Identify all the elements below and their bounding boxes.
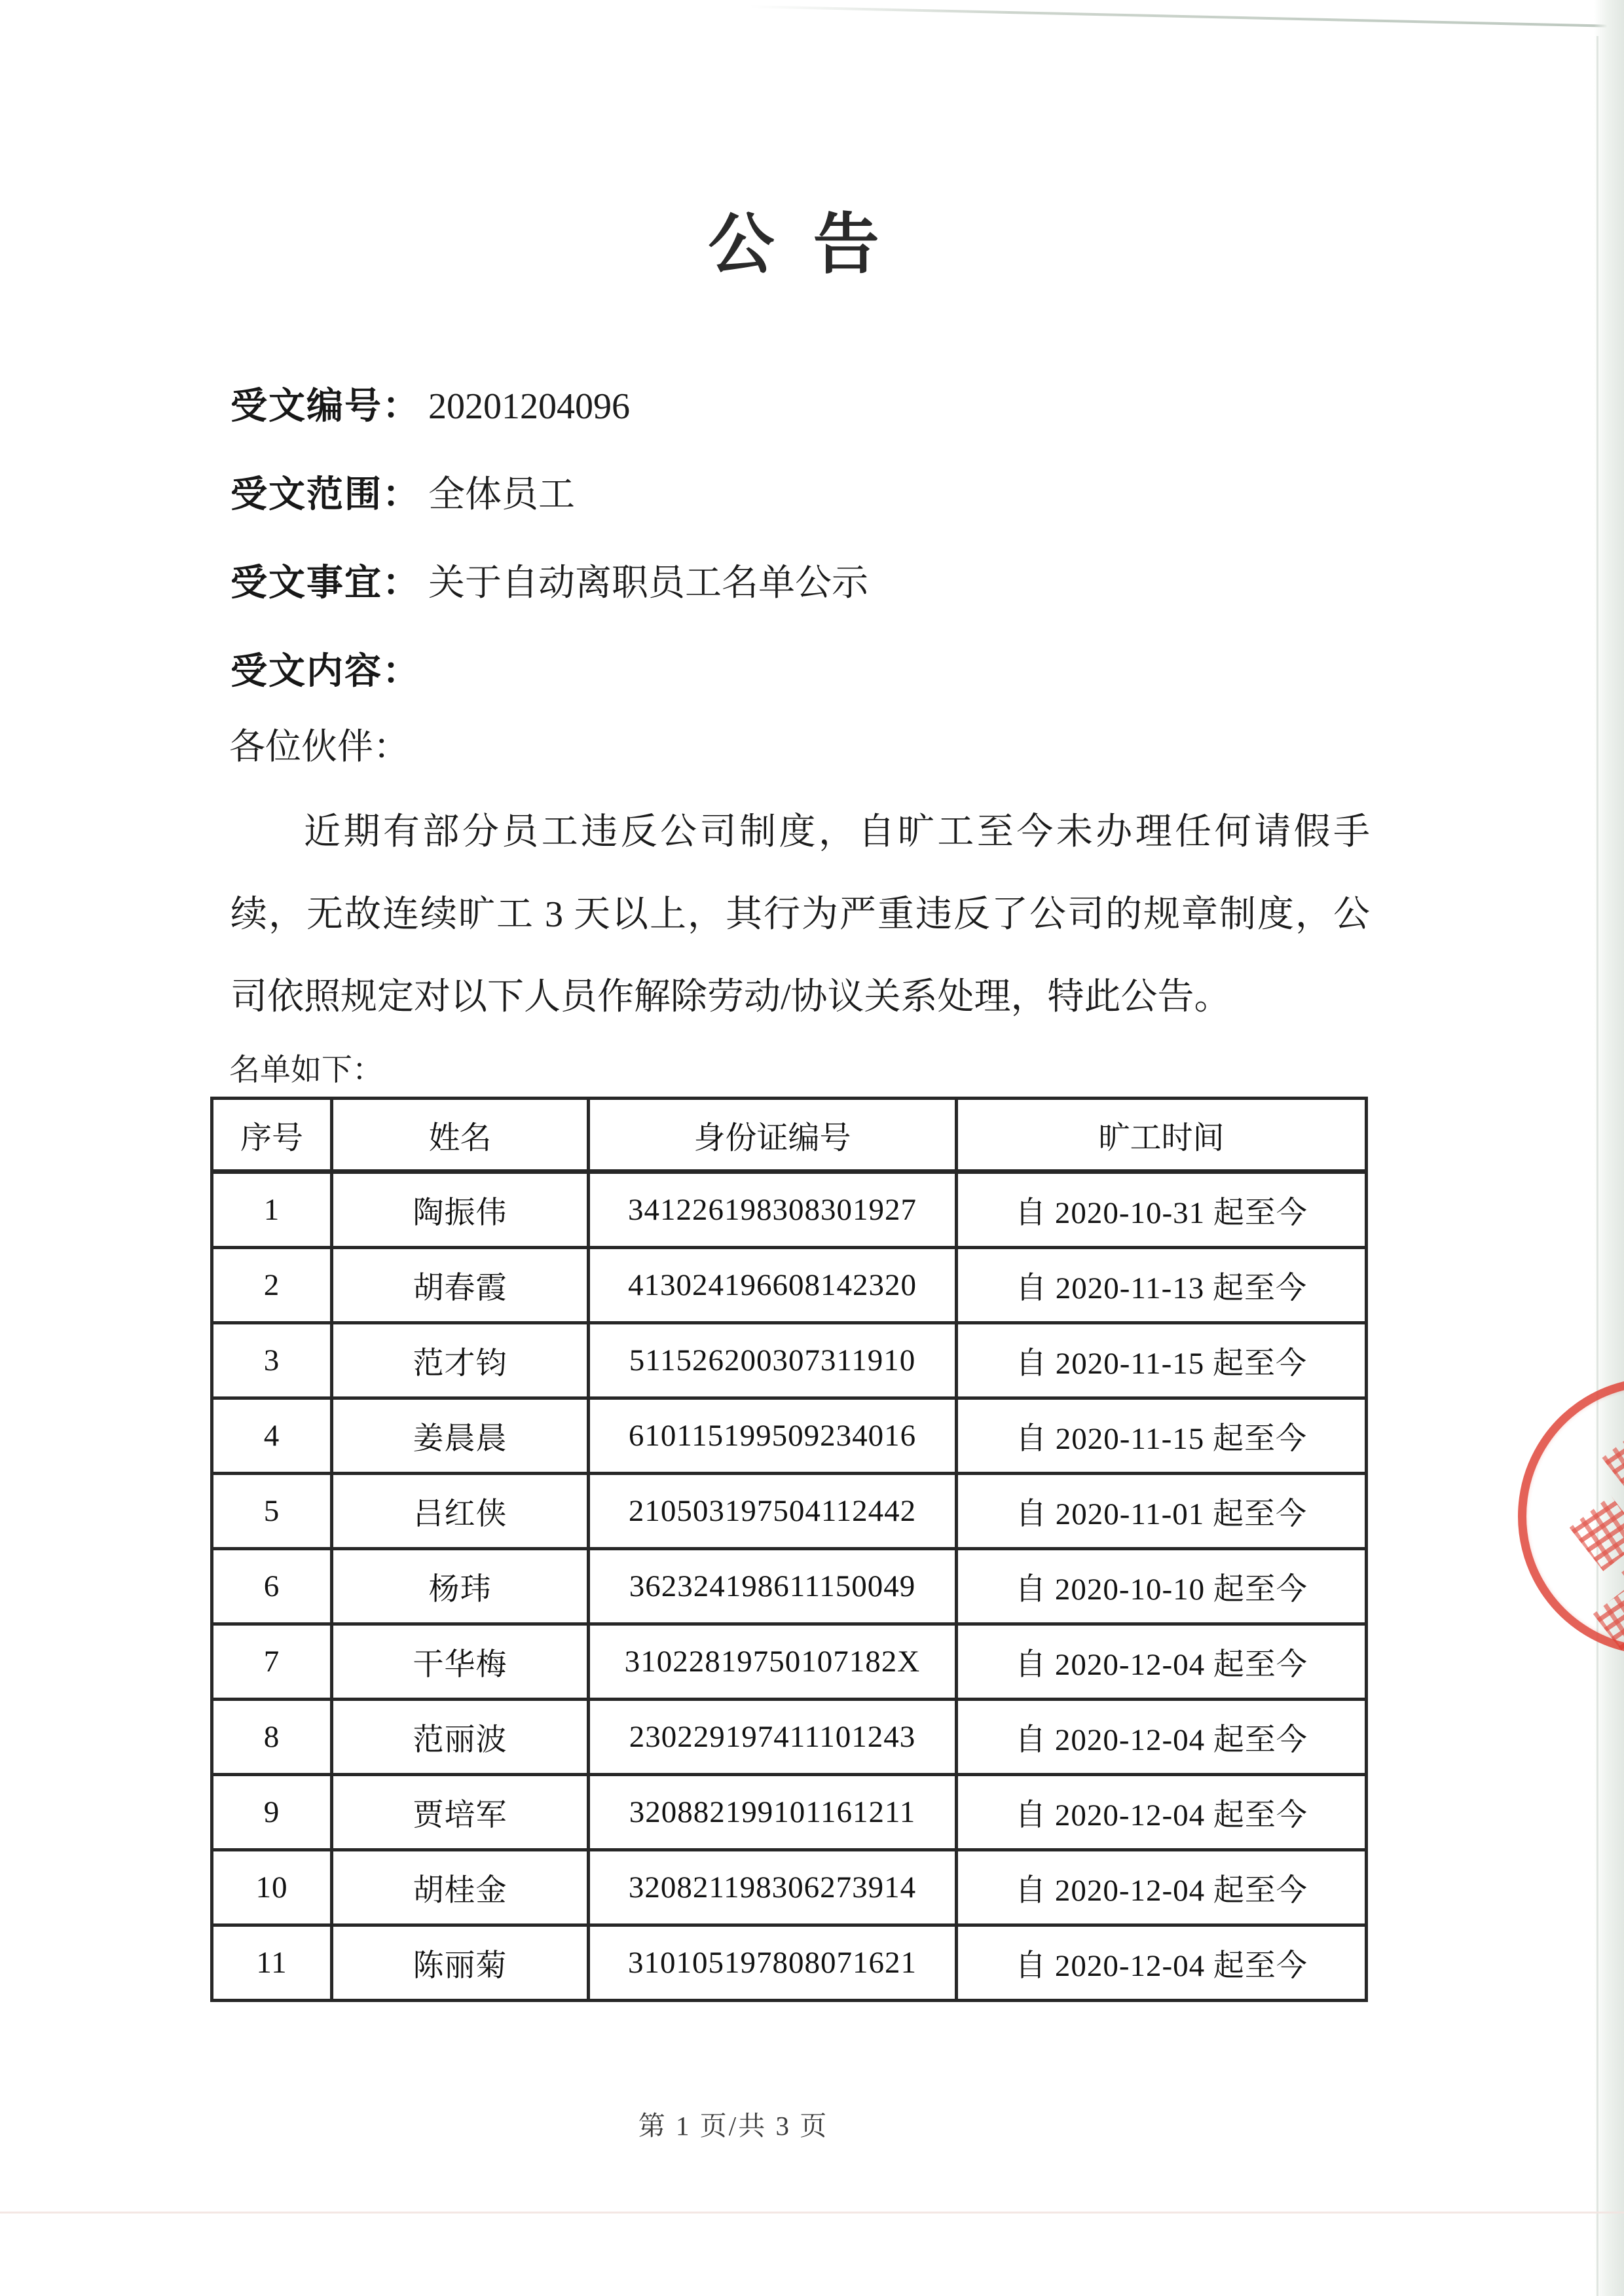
- table-cell: 610115199509234016: [589, 1398, 957, 1474]
- table-cell: 胡春霞: [332, 1248, 589, 1323]
- table-cell: 姜晨晨: [332, 1398, 589, 1474]
- table-row: [212, 1323, 1367, 1398]
- table-cell: 自 2020-11-01 起至今: [957, 1474, 1367, 1549]
- table-cell: 自 2020-12-04 起至今: [957, 1775, 1367, 1850]
- table-cell: 自 2020-12-04 起至今: [957, 1850, 1367, 1925]
- table-cell: 吕红侠: [332, 1474, 589, 1549]
- table-row: [212, 1850, 1367, 1925]
- salutation: 各位伙伴：: [229, 727, 410, 767]
- table-cell: 230229197411101243: [589, 1700, 957, 1775]
- table-cell: 2: [212, 1248, 332, 1323]
- body-line: 续，无故连续旷工 3 天以上，其行为严重违反了公司的规章制度，公: [231, 894, 1370, 935]
- table-header-cell: 身份证编号: [589, 1099, 957, 1172]
- table-cell: 范丽波: [332, 1700, 589, 1775]
- table-cell: 范才钧: [332, 1323, 589, 1398]
- table-cell: 362324198611150049: [589, 1549, 957, 1624]
- red-seal-stamp: [1518, 1377, 1624, 1655]
- meta-value: 20201204096: [428, 386, 630, 427]
- table-cell: 210503197504112442: [589, 1474, 957, 1549]
- table-cell: 自 2020-11-15 起至今: [957, 1398, 1367, 1474]
- table-cell: 7: [212, 1624, 332, 1700]
- table-cell: 310105197808071621: [589, 1925, 957, 2001]
- table-row: [212, 1248, 1367, 1323]
- table-cell: 自 2020-12-04 起至今: [957, 1925, 1367, 2001]
- table-row: [212, 1925, 1367, 2001]
- table-cell: 自 2020-11-15 起至今: [957, 1323, 1367, 1398]
- table-cell: 干华梅: [332, 1624, 589, 1700]
- table-row: [212, 1474, 1367, 1549]
- meta-label: 受文范围：: [231, 475, 420, 515]
- table-header-cell: 旷工时间: [957, 1099, 1367, 1172]
- table-cell: 320821198306273914: [589, 1850, 957, 1925]
- table-row: [212, 1624, 1367, 1700]
- meta-line-subject: [231, 554, 868, 606]
- table-cell: 11: [212, 1925, 332, 2001]
- table-row: [212, 1549, 1367, 1624]
- page-number: 第 1 页/共 3 页: [638, 2111, 829, 2141]
- scan-artifact-top-edge: [750, 5, 1624, 27]
- meta-line-content: [231, 642, 428, 695]
- table-cell: 320882199101161211: [589, 1775, 957, 1850]
- list-intro: 名单如下：: [229, 1053, 383, 1087]
- table-cell: 杨玮: [332, 1549, 589, 1624]
- table-cell: 自 2020-12-04 起至今: [957, 1700, 1367, 1775]
- table-cell: 8: [212, 1700, 332, 1775]
- absentee-roster-table: [210, 1097, 1368, 2002]
- table-body: [212, 1172, 1367, 2001]
- meta-label: 受文内容：: [231, 651, 420, 692]
- table-cell: 10: [212, 1850, 332, 1925]
- table-row: [212, 1775, 1367, 1850]
- table-row: [212, 1700, 1367, 1775]
- table-row: [212, 1398, 1367, 1474]
- meta-label: 受文事宜：: [231, 563, 420, 604]
- table-header-row: [212, 1099, 1367, 1172]
- table-cell: 1: [212, 1172, 332, 1248]
- table-cell: 9: [212, 1775, 332, 1850]
- table-cell: 自 2020-10-10 起至今: [957, 1549, 1367, 1624]
- page-title: 公 告: [708, 208, 879, 282]
- body-line: 司依照规定对以下人员作解除劳动/协议关系处理，特此公告。: [231, 977, 1231, 1017]
- table-cell: 自 2020-12-04 起至今: [957, 1624, 1367, 1700]
- table-cell: 511526200307311910: [589, 1323, 957, 1398]
- table-cell: 3: [212, 1323, 332, 1398]
- meta-line-scope: [231, 465, 575, 518]
- scan-artifact-right-line: [1596, 36, 1598, 2296]
- scan-artifact-bottom-line: [0, 2212, 1624, 2214]
- meta-value: 关于自动离职员工名单公示: [428, 563, 868, 604]
- table-header-cell: 姓名: [332, 1099, 589, 1172]
- body-line: 近期有部分员工违反公司制度，自旷工至今未办理任何请假手: [304, 812, 1370, 852]
- table-cell: 胡桂金: [332, 1850, 589, 1925]
- table-cell: 自 2020-10-31 起至今: [957, 1172, 1367, 1248]
- table-cell: 6: [212, 1549, 332, 1624]
- meta-label: 受文编号：: [231, 386, 420, 427]
- table-cell: 陶振伟: [332, 1172, 589, 1248]
- table-cell: 341226198308301927: [589, 1172, 957, 1248]
- table-row: [212, 1172, 1367, 1248]
- table-cell: 陈丽菊: [332, 1925, 589, 2001]
- table-cell: 4: [212, 1398, 332, 1474]
- table-cell: 31022819750107182X: [589, 1624, 957, 1700]
- meta-line-doc-number: [231, 377, 630, 429]
- table-cell: 贾培军: [332, 1775, 589, 1850]
- table-cell: 413024196608142320: [589, 1248, 957, 1323]
- table-header-cell: 序号: [212, 1099, 332, 1172]
- meta-value: 全体员工: [428, 475, 575, 515]
- table-cell: 5: [212, 1474, 332, 1549]
- table-cell: 自 2020-11-13 起至今: [957, 1248, 1367, 1323]
